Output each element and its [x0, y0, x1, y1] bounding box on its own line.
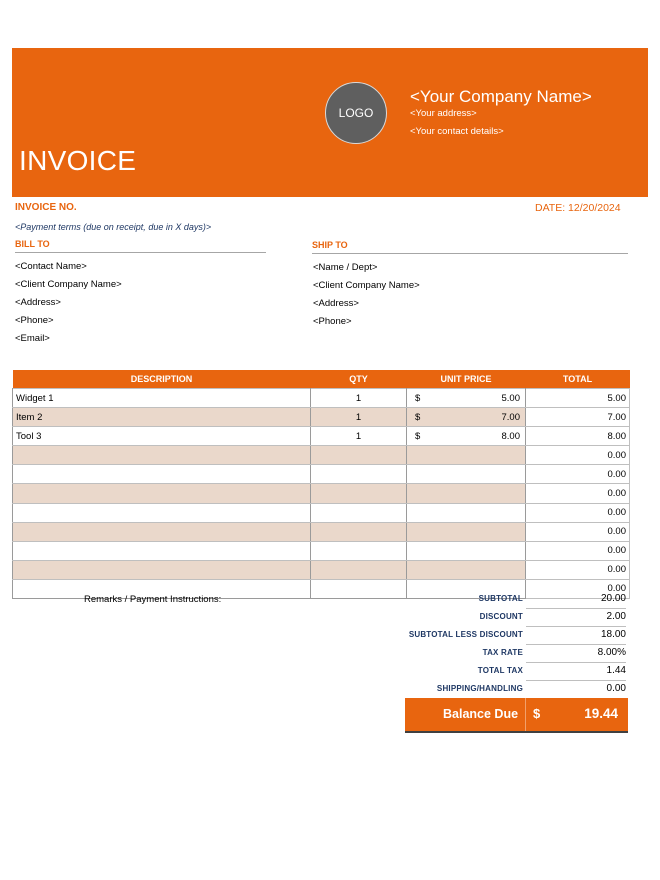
company-name: <Your Company Name> — [410, 87, 592, 106]
bill-to-heading: BILL TO — [15, 239, 266, 253]
item-qty[interactable] — [311, 484, 407, 503]
item-description[interactable]: Widget 1 — [13, 389, 311, 408]
item-unit-price-cell[interactable] — [407, 427, 526, 446]
balance-currency: $ — [533, 706, 541, 721]
tax-rate-value: 8.00% — [526, 645, 626, 663]
subtotal-label: SUBTOTAL — [478, 594, 523, 603]
shipping-label: SHIPPING/HANDLING — [436, 684, 523, 693]
table-row — [13, 541, 630, 560]
item-description[interactable] — [13, 465, 311, 484]
table-header-row — [13, 370, 630, 389]
item-qty[interactable] — [311, 446, 407, 465]
logo-text: LOGO — [338, 106, 374, 120]
item-total: 0.00 — [526, 503, 630, 522]
table-row — [13, 408, 630, 427]
table-row — [13, 522, 630, 541]
company-logo — [325, 82, 387, 144]
item-total: 0.00 — [526, 541, 630, 560]
table-row — [13, 465, 630, 484]
invoice-title: INVOICE — [19, 145, 137, 176]
balance-due-label: Balance Due — [443, 707, 519, 721]
total-tax-value: 1.44 — [526, 663, 626, 681]
item-total: 7.00 — [526, 408, 630, 427]
item-total: 0.00 — [526, 560, 630, 579]
item-unit-price: 8.00 — [501, 430, 520, 442]
table-row — [13, 503, 630, 522]
item-currency: $ — [415, 411, 421, 423]
tax-rate-label: TAX RATE — [482, 648, 523, 657]
item-description[interactable]: Item 2 — [13, 408, 311, 427]
item-total: 0.00 — [526, 465, 630, 484]
item-unit-price: 7.00 — [501, 411, 520, 423]
ship-to-address: <Address> — [313, 298, 359, 309]
item-total: 8.00 — [526, 427, 630, 446]
discount-value: 2.00 — [526, 609, 626, 627]
column-header-total: TOTAL — [526, 370, 630, 389]
ship-to-company-name: <Client Company Name> — [313, 280, 420, 291]
bill-to-email: <Email> — [15, 333, 50, 344]
item-description[interactable] — [13, 522, 311, 541]
item-description[interactable] — [13, 484, 311, 503]
item-total: 5.00 — [526, 389, 630, 408]
item-description[interactable] — [13, 503, 311, 522]
item-unit-price-cell[interactable] — [407, 522, 526, 541]
item-qty[interactable] — [311, 560, 407, 579]
item-unit-price-cell[interactable] — [407, 560, 526, 579]
item-qty[interactable]: 1 — [311, 408, 407, 427]
item-unit-price-cell[interactable] — [407, 484, 526, 503]
bill-to-phone: <Phone> — [15, 315, 54, 326]
item-total: 0.00 — [526, 446, 630, 465]
company-contact: <Your contact details> — [410, 126, 504, 137]
balance-due-value: 19.44 — [584, 706, 618, 721]
item-unit-price-cell[interactable] — [407, 503, 526, 522]
column-header-unit-price: UNIT PRICE — [407, 370, 526, 389]
item-unit-price-cell[interactable] — [407, 465, 526, 484]
bill-to-contact-name: <Contact Name> — [15, 261, 87, 272]
company-address: <Your address> — [410, 108, 477, 119]
item-currency: $ — [415, 392, 421, 404]
total-tax-label: TOTAL TAX — [477, 666, 523, 675]
table-row — [13, 389, 630, 408]
bill-to-company-name: <Client Company Name> — [15, 279, 122, 290]
invoice-header — [12, 48, 648, 197]
remarks-label: Remarks / Payment Instructions: — [84, 594, 222, 605]
item-qty[interactable]: 1 — [311, 389, 407, 408]
ship-to-name-dept: <Name / Dept> — [313, 262, 378, 273]
item-qty[interactable]: 1 — [311, 427, 407, 446]
item-unit-price-cell[interactable] — [407, 408, 526, 427]
item-description[interactable]: Tool 3 — [13, 427, 311, 446]
balance-divider — [525, 698, 526, 731]
invoice-date: DATE: 12/20/2024 — [535, 202, 621, 214]
item-unit-price-cell[interactable] — [407, 389, 526, 408]
table-row — [13, 560, 630, 579]
column-header-description: DESCRIPTION — [13, 370, 311, 389]
discount-label: DISCOUNT — [479, 612, 523, 621]
shipping-value: 0.00 — [526, 681, 626, 699]
item-unit-price: 5.00 — [501, 392, 520, 404]
balance-due-bar — [405, 698, 628, 733]
item-currency: $ — [415, 430, 421, 442]
subtotal-less-discount-label: SUBTOTAL LESS DISCOUNT — [408, 630, 523, 639]
item-total: 0.00 — [526, 484, 630, 503]
item-total: 0.00 — [526, 522, 630, 541]
item-qty[interactable] — [311, 522, 407, 541]
item-description[interactable] — [13, 541, 311, 560]
bill-to-address: <Address> — [15, 297, 61, 308]
line-items-table — [12, 370, 630, 599]
table-row — [13, 446, 630, 465]
item-unit-price-cell[interactable] — [407, 446, 526, 465]
item-unit-price-cell[interactable] — [407, 541, 526, 560]
invoice-number-label: INVOICE NO. — [15, 202, 77, 213]
item-qty[interactable] — [311, 579, 407, 598]
item-qty[interactable] — [311, 541, 407, 560]
item-description[interactable] — [13, 446, 311, 465]
ship-to-phone: <Phone> — [313, 316, 352, 327]
subtotal-value: 20.00 — [526, 591, 626, 609]
item-total: 0.00 — [526, 579, 630, 598]
table-row — [13, 427, 630, 446]
item-description[interactable] — [13, 560, 311, 579]
payment-terms: <Payment terms (due on receipt, due in X days)> — [15, 222, 212, 232]
subtotal-less-discount-value: 18.00 — [526, 627, 626, 645]
ship-to-heading: SHIP TO — [312, 240, 628, 254]
item-qty[interactable] — [311, 503, 407, 522]
table-row — [13, 484, 630, 503]
item-qty[interactable] — [311, 465, 407, 484]
column-header-qty: QTY — [311, 370, 407, 389]
